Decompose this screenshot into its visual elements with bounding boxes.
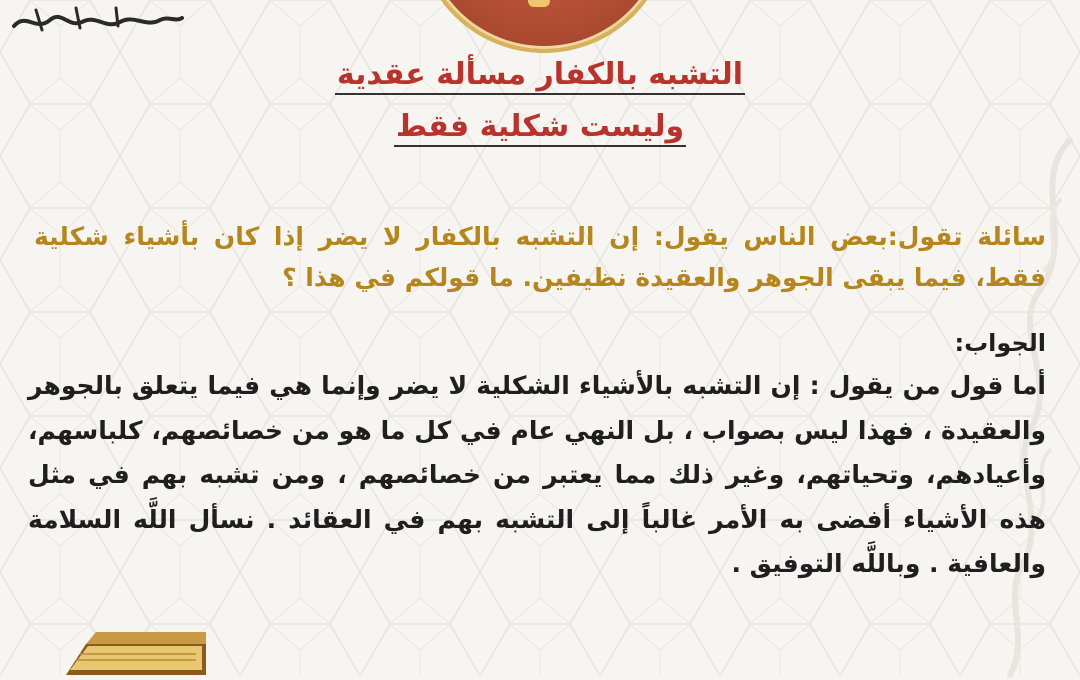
- logo-calligraphy: [6, 2, 186, 36]
- answer-label: الجواب:: [954, 329, 1046, 357]
- question-text: سائلة تقول:بعض الناس يقول: إن التشبه بالكفار لا يضر إذا كان بأشياء شكلية فقط، فيما يبقى الجوهر والعقيدة نظيفين. ما قولكم في هذا ؟: [34, 222, 1046, 292]
- answer-text: أما قول من يقول : إن التشبه بالأشياء الشكلية لا يضر وإنما هي فيما يتعلق بالجوهر والعقيدة ، فهذا ليس بصواب ، بل النهي عام في كل ما هو من خصائصهم، كلباسهم، وأعيادهم، وتحياتهم، وغير ذلك مما يعتبر من خصائصهم ، ومن تشبه بهم في مثل هذه الأشياء أفضى به الأمر غالباً إلى التشبه بهم في العقائد . نسأل اللَّه السلامة والعافية . وباللَّه التوفيق .: [28, 371, 1046, 578]
- book-icon: [56, 630, 216, 675]
- title-line-2: وليست شكلية فقط: [300, 108, 780, 146]
- title-line-1: التشبه بالكفار مسألة عقدية: [300, 56, 780, 94]
- medallion-mark-icon: [528, 0, 550, 7]
